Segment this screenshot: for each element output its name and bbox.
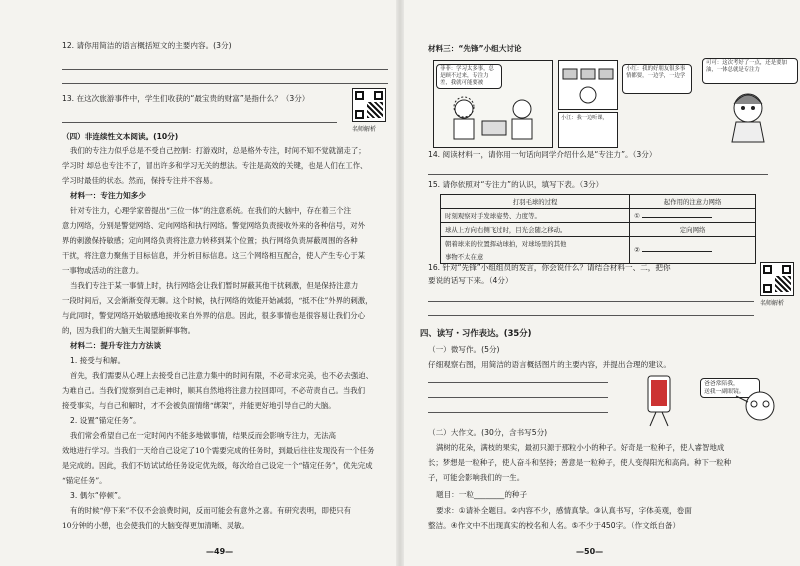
method-3-line: 10分钟的小憩，也会使我们的大脑变得更加清晰、灵敏。	[62, 521, 249, 530]
material-2-title: 材料二：提升专注力方法谈	[70, 341, 162, 350]
attention-table	[440, 194, 756, 264]
comic-bubble	[436, 64, 502, 89]
answer-line[interactable]	[62, 122, 337, 123]
essay-prompt-line: 长；梦想是一粒种子，使人奋斗和坚持；善意是一粒种子，使人变得阳光和高尚。种下一粒种	[428, 458, 732, 467]
material-1-line: 的，因为我们的大脑天生渴望新鲜事物。	[62, 326, 196, 335]
material-1-line: 一段时间后，又会渐渐变得无聊。这个时候，执行网络的效能开始减弱，“抵不住”外界的刺激，	[62, 296, 373, 305]
method-1-line: 接受事实，与自己和解时，才不会被负面情绪“绑架”，并能更好地引导自己的大脑。	[62, 401, 336, 410]
question-16-cont: 要说的话写下来。（4分）	[428, 276, 513, 285]
material-3-title: 材料三：“先锋”小组大讨论	[428, 44, 522, 53]
table-cell[interactable]	[630, 209, 756, 223]
table-cell: 球从上方向右侧飞过时，目光会随之移动。	[441, 223, 630, 237]
table-header: 打羽毛球的过程	[441, 195, 630, 209]
table-row	[441, 223, 756, 237]
essay-prompt-line: 子，可能会影响我们的一生。	[428, 473, 525, 482]
answer-line[interactable]	[428, 412, 608, 413]
method-2-line: 效地进行学习。当我们一天给自己设定了10个需要完成的任务时，到最后往往发现没有一个任务	[62, 446, 375, 455]
method-2-line: “锚定任务”。	[62, 476, 107, 485]
question-13: 13. 在这次旅游事件中，学生们收获的“最宝贵的财富”是指什么？（3分）	[62, 94, 310, 103]
method-3-line: 有的时候“停下来”不仅不会浪费时间，反而可能会有意外之喜。有研究表明，即使只有	[70, 506, 352, 515]
comic-text: 小江：我一边听课，	[561, 115, 608, 121]
answer-line[interactable]	[62, 69, 388, 70]
material-1-line: 当我们专注于某一事情上时，执行网络会让我们暂时屏蔽其他干扰刺激，但是保持注意力	[70, 281, 359, 290]
table-cell: 时刻观察对手发球姿势、力度等。	[441, 209, 630, 223]
answer-line[interactable]	[62, 83, 388, 84]
blank-line[interactable]	[642, 251, 712, 252]
material-1-title: 材料一：专注力知多少	[70, 191, 146, 200]
blank-marker: ②	[634, 246, 640, 254]
comic-panel	[558, 60, 618, 110]
table-header-row	[441, 195, 756, 209]
material-1-line: 与此同时，警觉网络开始敏感地接收来自外界的信息。因此，很多事情也是很容易让我们分心	[62, 311, 366, 320]
table-row	[441, 209, 756, 223]
essay-requirements: 要求：①请补全题目。②内容不少，感情真挚。③认真书写，字体美观，卷面	[436, 506, 692, 515]
table-row	[441, 237, 756, 251]
right-page	[400, 0, 800, 566]
essay-title: 题目：一粒________的种子	[436, 490, 528, 499]
method-2-title: 2. 设置“锚定任务”。	[70, 416, 141, 425]
table-cell: 定向网络	[630, 223, 756, 237]
question-16: 16. 针对“先锋”小组组员的发言，你会说什么？请结合材料一、二，把你	[428, 263, 671, 272]
page-number: —49—	[206, 547, 234, 556]
table-cell: 朝着球来的位置挥动球拍，对球场里的其他	[441, 237, 630, 251]
answer-line[interactable]	[428, 315, 754, 316]
material-1-line: 意力网络，分别是警觉网络、定向网络和执行网络。警觉网络负责接收外来的各种信号，对外	[62, 221, 366, 230]
table-header: 起作用的注意力网络	[630, 195, 756, 209]
comic-text: 菲菲：学习太多事，总是顾不过来，专注力差，我就可能要被	[440, 66, 494, 86]
answer-line[interactable]	[428, 397, 608, 398]
micro-writing-title: （一）微写作。(5分)	[428, 345, 500, 354]
section-4-writing-title: 四、读写・习作表达。(35分)	[420, 328, 532, 338]
table-cell: 事物不太在意	[441, 250, 630, 264]
intro-line: 学习时最佳的状态。然而，保持专注并不容易。	[62, 176, 218, 185]
intro-line: 我们的专注力似乎总是不受自己控制：打游戏时，总是格外专注，时间不知不觉就溜走了；	[70, 146, 366, 155]
material-1-line: 一事物或活动的注意力。	[62, 266, 144, 275]
comic-bubble: 小红：我的好朋友很多事情都要，一边学，一边学	[622, 64, 692, 94]
question-15: 15. 请你依照对“专注力”的认识，填写下表。（3分）	[428, 180, 604, 189]
answer-line[interactable]	[428, 382, 608, 383]
comic-panel	[558, 112, 618, 148]
material-1-line: 针对专注力，心理学家曾提出“三位一体”的注意系统。在我们的大脑中，存在着三个注	[70, 206, 352, 215]
qr-label: 名师解析	[352, 126, 377, 133]
qr-label: 名师解析	[760, 300, 785, 307]
table-cell[interactable]	[630, 237, 756, 264]
intro-line: 学习时 却总也专注不了，冒出许多和学习无关的想法。专注是高效的关键，也是人们在工作、	[62, 161, 368, 170]
blank-marker: ①	[634, 211, 640, 220]
essay-prompt-line: 满树的花朵，满枝的果实，最初只源于那粒小小的种子。好奇是一粒种子，使人睿智地成	[436, 443, 725, 452]
method-2-line: 是完成的。因此，我们不妨试试给任务设定优先级，每次给自己设定一个“锚定任务”，优先完成	[62, 461, 373, 470]
comic-figure-icon	[559, 61, 617, 109]
blank-line[interactable]	[642, 217, 712, 218]
essay-requirements: 整洁。④作文中不出现真实的校名和人名。⑤不少于450字。（作文纸自备）	[428, 521, 681, 530]
page-number: —50—	[576, 547, 604, 556]
girl-figure-icon	[718, 86, 778, 144]
method-1-title: 1. 接受与和解。	[70, 356, 126, 365]
essay-title-heading: （二）大作文。(30分，含书写5分)	[428, 428, 548, 437]
question-14: 14. 阅读材料一，请你用一句话向同学介绍什么是“专注力”。（3分）	[428, 150, 657, 159]
comic-bubble: 可可：这次考好了一点，还是要加油，一体总就是专注力	[702, 58, 798, 84]
qr-code-icon[interactable]	[760, 262, 794, 296]
micro-writing-text: 仔细观察右图，用简洁的语言概括图片的主要内容，并提出合理的建议。	[428, 360, 671, 369]
answer-line[interactable]	[428, 174, 768, 175]
material-1-line: 界的刺激保持敏感；定向网络负责将注意力转移到某个位置；执行网络负责屏蔽周围的各种	[62, 236, 358, 245]
section-4-title: （四）非连续性文本阅读。(10分)	[62, 132, 179, 141]
method-3-title: 3. 偶尔“停顿”。	[70, 491, 126, 500]
material-1-line: 干扰，将注意力聚焦于目标信息，并分析目标信息。这三个网络相互配合，使人产生专心于某	[62, 251, 366, 260]
question-12: 12. 请你用简洁的语言概括短文的主要内容。(3分)	[62, 41, 232, 50]
cartoon-bubble: 爸爸常陪我， 送我一副眼镜。	[700, 378, 760, 398]
cartoon-phone-icon	[640, 368, 790, 428]
answer-line[interactable]	[428, 301, 754, 302]
method-2-line: 我们常会希望自己在一定时间内不能多地做事情，结果反而会影响专注力，无法高	[70, 431, 337, 440]
method-1-line: 首先，我们需要从心理上去接受自己注意力集中的时间有限，不必苛求完美，也不必去强迫、	[70, 371, 374, 380]
method-1-line: 为难自己。当我们觉察到自己走神时，顺其自然地将注意力拉回即可，不必苛责自己。当我们	[62, 386, 366, 395]
qr-code-icon[interactable]	[352, 88, 386, 122]
